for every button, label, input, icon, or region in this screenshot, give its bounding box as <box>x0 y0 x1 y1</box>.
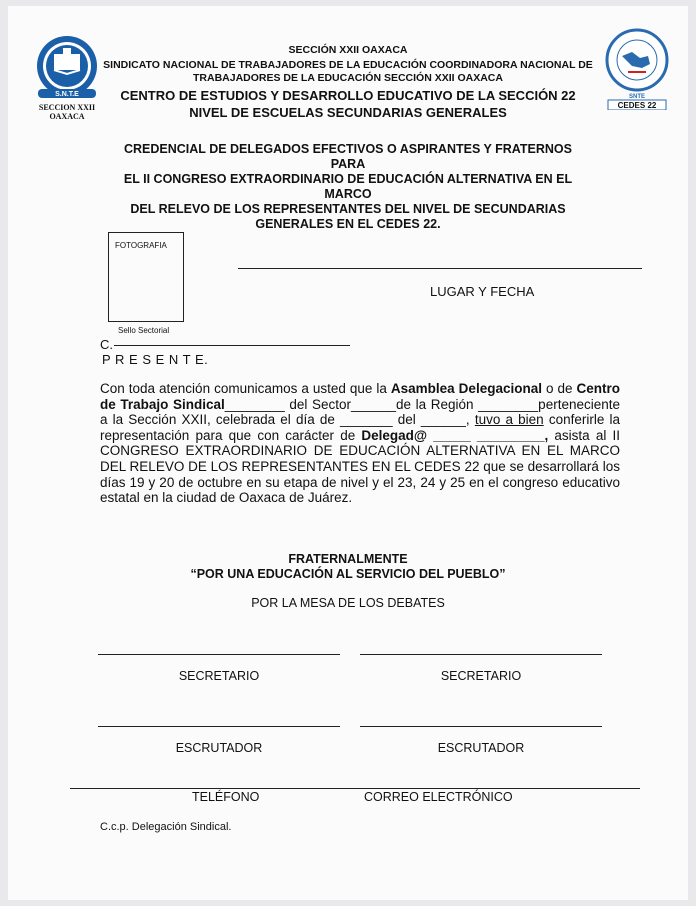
correo-label: CORREO ELECTRÓNICO <box>364 790 513 804</box>
closing-fraternalmente: FRATERNALMENTE <box>288 552 408 566</box>
secretario-left-label: SECRETARIO <box>178 669 260 683</box>
logo-line1: SECCION XXII <box>38 103 96 112</box>
title-line1: CREDENCIAL DE DELEGADOS EFECTIVOS O ASPIRANTES Y FRATERNOS PARA <box>124 142 572 171</box>
lugar-fecha-label: LUGAR Y FECHA <box>430 284 535 299</box>
escrutador-left-label: ESCRUTADOR <box>175 741 263 755</box>
secretario-right-label: SECRETARIO <box>440 669 522 683</box>
secretario-left-line <box>98 654 340 655</box>
body-underline-tuvo: tuvo a bien <box>474 412 544 428</box>
contact-line <box>70 788 640 789</box>
body-paragraph <box>100 381 620 506</box>
title-line4: GENERALES EN EL CEDES 22. <box>255 217 441 231</box>
body-bold-asamblea: Asamblea Delegacional <box>390 381 542 396</box>
c-label: C. <box>100 337 113 352</box>
title-line3: DEL RELEVO DE LOS REPRESENTANTES DEL NIVEL DE SECUNDARIAS <box>130 202 566 216</box>
closing-mesa: POR LA MESA DE LOS DEBATES <box>251 596 445 610</box>
header-sindicato-line1: SINDICATO NACIONAL DE TRABAJADORES DE LA EDUCACIÓN COORDINADORA NACIONAL DE <box>103 59 593 71</box>
cedes-22-logo <box>602 28 672 110</box>
lugar-fecha-line <box>238 268 642 269</box>
document-page <box>8 6 688 900</box>
body-bold-delegado: Delegad@ _____ _________, <box>361 427 549 443</box>
photo-box <box>108 232 184 322</box>
escrutador-left-line <box>98 726 340 727</box>
photo-label: FOTOGRAFIA <box>115 241 167 250</box>
logo-acronym: S.N.T.E <box>55 91 79 98</box>
header-nivel: NIVEL DE ESCUELAS SECUNDARIAS GENERALES <box>189 105 507 120</box>
snte-seccion-xxii-logo <box>32 34 102 124</box>
telefono-label: TELÉFONO <box>192 790 260 804</box>
presente-label: P R E S E N T E. <box>102 352 209 367</box>
secretario-right-line <box>360 654 602 655</box>
escrutador-right-line <box>360 726 602 727</box>
logo-line2: OAXACA <box>49 112 85 121</box>
logo-right-acronym: SNTE <box>628 94 646 100</box>
recipient-line <box>114 345 350 346</box>
body-text-4: conferirle la representación para que con carácter de <box>100 412 620 443</box>
closing-lema: “POR UNA EDUCACIÓN AL SERVICIO DEL PUEBLO” <box>190 567 506 581</box>
sello-sectorial-label: Sello Sectorial <box>118 326 170 335</box>
title-line2: EL II CONGRESO EXTRAORDINARIO DE EDUCACIÓN ALTERNATIVA EN EL MARCO <box>123 172 573 201</box>
body-bold-centro: Centro de Trabajo Sindical <box>100 381 620 412</box>
document-title <box>108 142 588 232</box>
header-sindicato-line2: TRABAJADORES DE LA EDUCACIÓN SECCIÓN XXII OAXACA <box>193 72 503 84</box>
body-text-1: Con toda atención comunicamos a usted que la <box>100 381 391 396</box>
logo-right-label: CEDES 22 <box>617 101 657 110</box>
body-text-5: asista al II CONGRESO EXTRAORDINARIO DE EDUCACIÓN ALTERNATIVA EN EL MARCO DEL RELEVO DE LOS REPRESENTANTES EN EL CEDES 22 que se desarrollará los días 19 y 20 de octubre en su etapa de nivel y el 23, 24 y 25 en el congreso educativo estatal en la ciudad de Oaxaca de Juárez. <box>100 427 621 506</box>
header-seccion: SECCIÓN XXII OAXACA <box>288 44 408 56</box>
escrutador-right-label: ESCRUTADOR <box>437 741 525 755</box>
body-text-2: o de <box>541 381 577 396</box>
header-centro: CENTRO DE ESTUDIOS Y DESARROLLO EDUCATIVO DE LA SECCIÓN 22 <box>120 88 576 103</box>
body-text-3: ________ del Sector______de la Región ________perteneciente a la Sección XXII, celebrada el día de _______ del ______, <box>100 396 620 428</box>
ccp-label: C.c.p. Delegación Sindical. <box>100 821 232 833</box>
